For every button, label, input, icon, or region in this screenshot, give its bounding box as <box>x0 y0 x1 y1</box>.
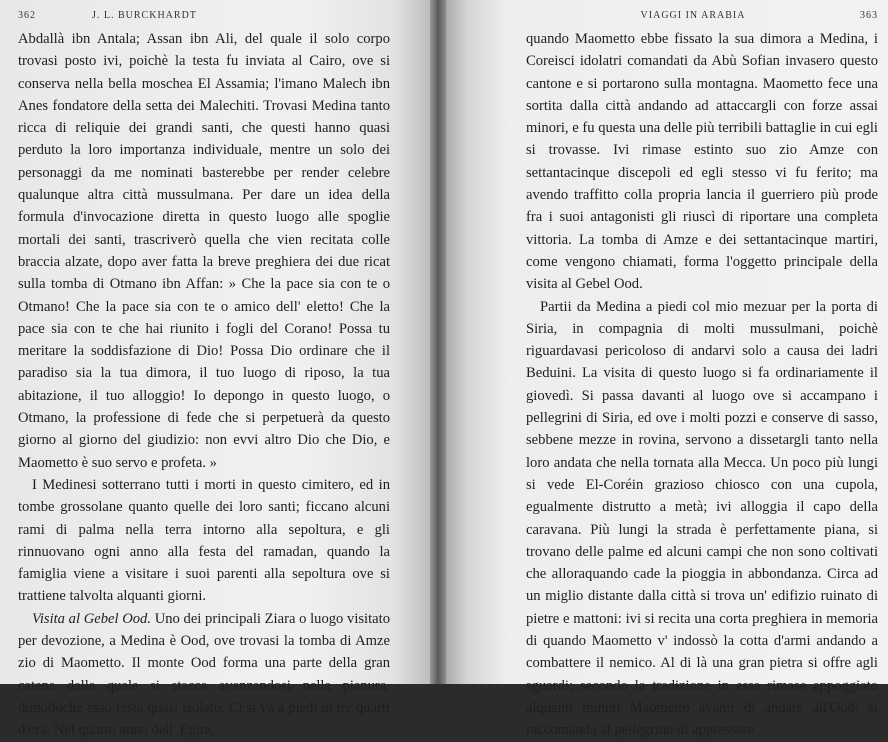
left-page <box>0 0 430 739</box>
running-head: VIAGGI IN ARABIA <box>640 10 746 21</box>
left-page-header <box>18 10 390 28</box>
paragraph: quando Maometto ebbe fissato la sua dimora a Medina, i Coreisci idolatri comandati da Abù Sofian invasero questo cantone e si portarono sulla montagna. Maometto fece una sortita dalla città andando ad attaccargli con forze assai minori, e fu questa una delle più terribili battaglie in cui egli si trovasse. Ivi rimase estinto suo zio Amze con settantacinque discepoli ed egli stesso vi fu ferito; ma avendo traffitto colla propria lancia il guerriero più prode fra i suoi antagonisti gli riuscì di riportare una completa vittoria. La tomba di Amze e dei settantacinque martiri, come vengono chiamati, forma l'oggetto principale della visita al Gebel Ood. <box>526 31 878 293</box>
page-number: 362 <box>18 10 36 21</box>
paragraph: Abdallà ibn Antala; Assan ibn Ali, del quale il solo corpo trovasi posto ivi, poichè la testa fu inviata al Cairo, ove si conserva nella bella moschea El Assamia; l'imano Malech ibn Anes fondatore della setta dei Malechiti. Trovasi Medina tanto ricca di reliquie dei grandi santi, che questi hanno quasi perduto la loro importanza individuale, mentre un solo dei personaggi da me nominati basterebbe per render celebre qualunque altra città mussulmana. Per dare un idea della formula d'invocazione diretta in questo luogo alle spoglie mortali dei santi, trascriverò quella che vien recitata colle braccia alzate, dopo aver fatta la breve preghiera dei due ricat sulla tomba di Otmano ibn Affan: » Che la pace sia con te o Otmano! Che la pace sia con te o amico dell' eletto! Che la pace sia con te che hai riunito i fogli del Corano! Possa tu meritare la soddisfazione di Dio! Possa Dio ordinare che il paradiso sia la tua dimora, il tuo luogo di riposo, la tua abitazione, il tuo alloggio! Io depongo in questo luogo, o Otmano, la professione di fede che si perpetuerà da questo giorno al giorno del giudizio: non evvi altro Dio che Dio, e Maometto è suo servo e profeta. » <box>18 31 390 471</box>
right-page <box>446 0 888 739</box>
right-page-body <box>526 28 878 742</box>
running-head: J. L. BURCKHARDT <box>92 10 197 21</box>
page-number: 363 <box>860 10 878 21</box>
paragraph: Visita al Gebel Ood. Uno dei principali Ziara o luogo visitato per devozione, a Medina è Ood, ove trovasi la tomba di Amze zio di Maometto. Il monte Ood forma una parte della gran catena dalla quale si stacca avanzandosi nella pianura, dimodochè esso resta quasi isolato. Ci si va a piedi in tre quarti d'ora. Nel quarto anno dell' Egira, <box>18 610 390 739</box>
paragraph: I Medinesi sotterrano tutti i morti in questo cimitero, ed in tombe grossolane quanto quelle dei loro santi; ficcano alcuni rami di palma nella terra intorno alla sepoltura, e gli rinnuovano ogni anno alla festa del ramadan, quando la famiglia viene a visitare i suoi parenti alla sepoltura ove si trattiene talvolta alquanti giorni. <box>18 476 390 605</box>
left-page-body <box>18 28 390 742</box>
paragraph: Partii da Medina a piedi col mio mezuar per la porta di Siria, in compagnia di molti mussulmani, poichè riguardavasi pericoloso di andarvi solo a causa dei ladri Beduini. La visita di questo luogo si fa ordinariamente il giovedì. Si passa davanti al luogo ove si accampano i pellegrini di Siria, ed ove i molti pozzi e conserve di sasso, sebbene mezze in rovina, servono a dissetargli tanto nella loro andata che nella tornata alla Mecca. Un poco più lungi si vede El-Coréin grazioso chiosco con una cupola, egualmente distrutto a metà; ivi alloggia il capo della caravana. Più lungi la strada è perfettamente piana, si trovano delle palme ed alcuni campi che non sono coltivati che alloraquando cade la pioggia in abbondanza. Circa ad un miglio distante dalla città si trova un' edifizio ruinato di pietre e mattoni: ivi si recita una corta preghiera in memoria di quando Maometto v' indossò la cotta d'armi andando a combattere il nemico. Al di là una gran pietra si offre agli sguardi; secondo la tradizione in essa rimase appoggiato alquanti minuti Maometto avanti di andare all'Ood: si raccomanda al pellegrino di appressare <box>526 298 878 739</box>
book-gutter <box>430 0 446 684</box>
section-heading: Visita al Gebel Ood. <box>32 610 152 627</box>
right-page-header <box>526 10 878 28</box>
